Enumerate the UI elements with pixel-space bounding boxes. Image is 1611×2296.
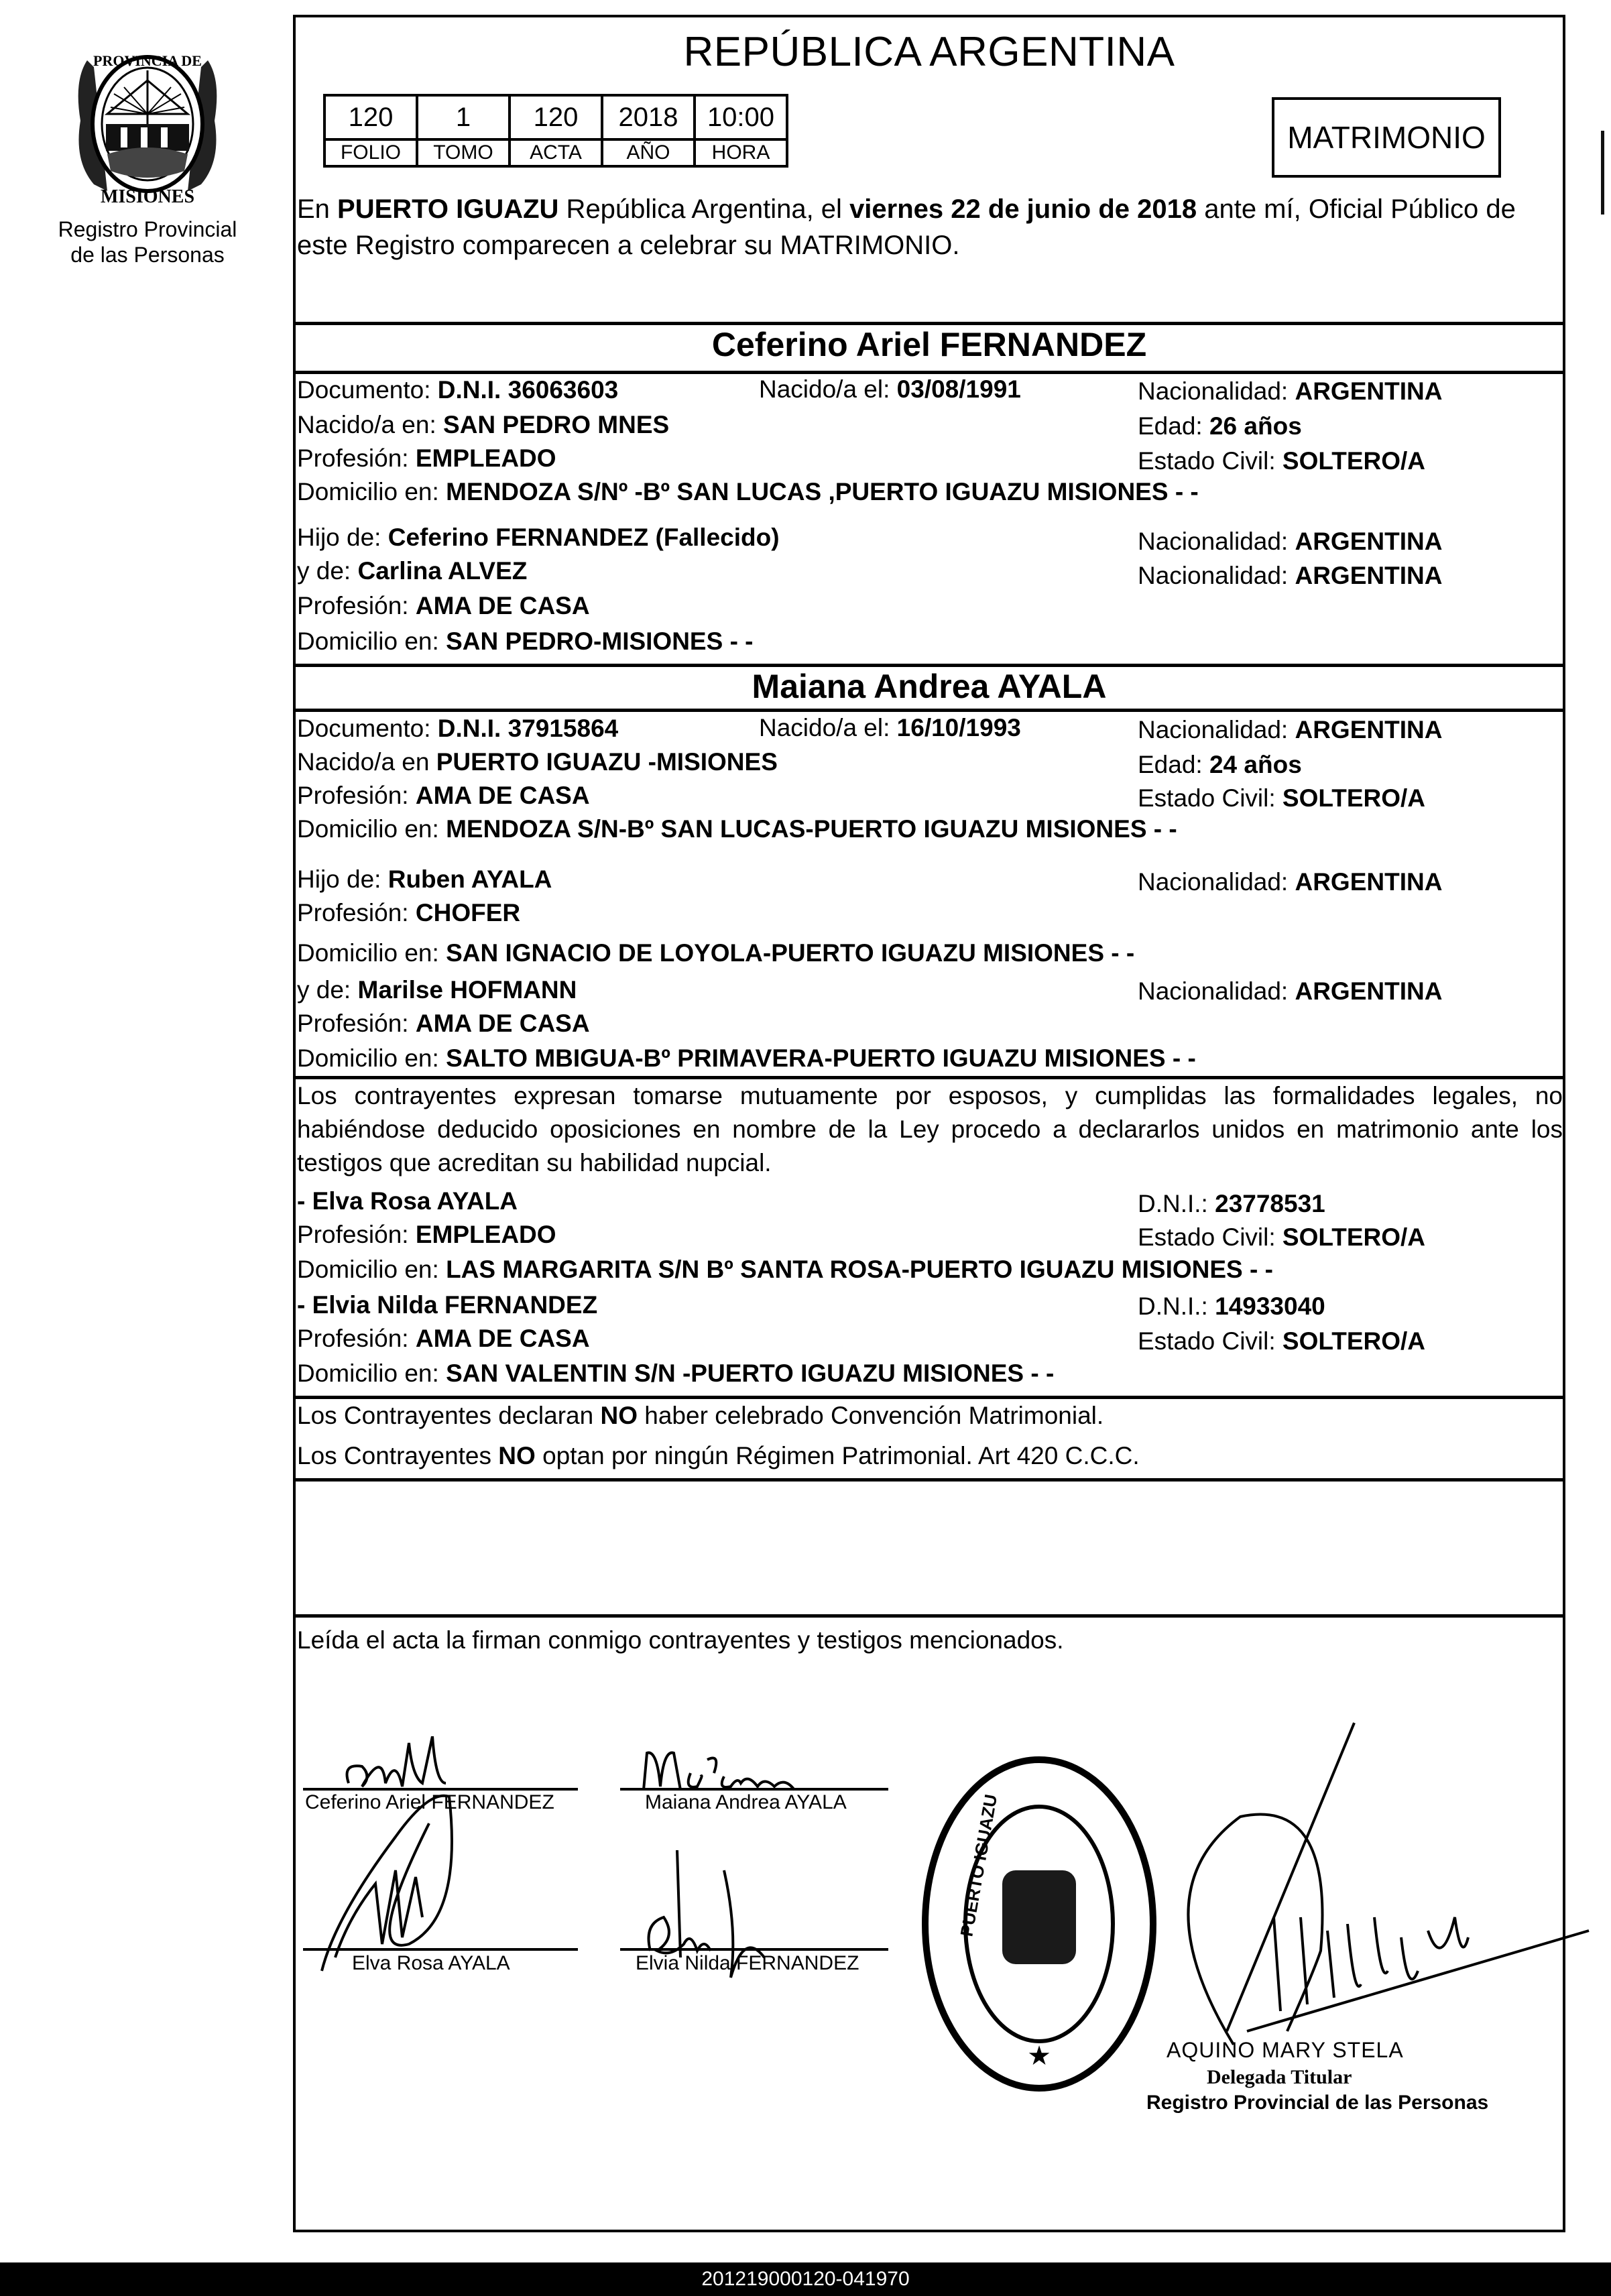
signature-label-spouse1: Ceferino Ariel FERNANDEZ: [305, 1791, 554, 1813]
spouse1-address: Domicilio en: MENDOZA S/Nº -Bº SAN LUCAS ,PUERTO IGUAZU MISIONES - -: [297, 478, 1199, 505]
spouse2-civil-status: Estado Civil: SOLTERO/A: [1138, 784, 1426, 812]
spouse1-birthdate: Nacido/a el: 03/08/1991: [759, 375, 1021, 403]
svg-text:★: ★: [1027, 2041, 1051, 2071]
svg-text:PUERTO IGUAZU: PUERTO IGUAZU: [956, 1793, 1002, 1939]
divider: [293, 1614, 1565, 1618]
signature-scribble-icon: [640, 1746, 868, 1793]
intro-date: viernes 22 de junio de 2018: [849, 194, 1197, 224]
registry-logo: [40, 40, 255, 267]
anio-label: AÑO: [602, 139, 695, 166]
witness1-address: Domicilio en: LAS MARGARITA S/N Bº SANTA ROSA-PUERTO IGUAZU MISIONES - -: [297, 1256, 1273, 1283]
spouse1-documento: Documento: D.N.I. 36063603: [297, 376, 619, 404]
convention-line2: Los Contrayentes NO optan por ningún Régimen Patrimonial. Art 420 C.C.C.: [297, 1442, 1140, 1469]
witness2-address: Domicilio en: SAN VALENTIN S/N -PUERTO IGUAZU MISIONES - -: [297, 1360, 1055, 1387]
spouse1-parents-address: Domicilio en: SAN PEDRO-MISIONES - -: [297, 627, 754, 655]
anio-value: 2018: [602, 95, 695, 139]
spouse2-mother-address: Domicilio en: SALTO MBIGUA-Bº PRIMAVERA-PUERTO IGUAZU MISIONES - -: [297, 1044, 1196, 1072]
divider: [293, 709, 1565, 712]
divider: [293, 371, 1565, 374]
scan-edge-mark: [1601, 131, 1604, 215]
notes-area: [293, 1482, 1565, 1616]
signature-label-witness2: Elvia Nilda FERNANDEZ: [636, 1952, 859, 1974]
spouse1-parents-profession: Profesión: AMA DE CASA: [297, 592, 590, 619]
spouse1-civil-status: Estado Civil: SOLTERO/A: [1138, 447, 1426, 475]
convention-line1: Los Contrayentes declaran NO haber celebrado Convención Matrimonial.: [297, 1402, 1104, 1429]
document-code-footer: 201219000120-041970: [0, 2262, 1611, 2296]
witness2-civil-status: Estado Civil: SOLTERO/A: [1138, 1327, 1426, 1355]
officer-organization: Registro Provincial de las Personas: [1146, 2092, 1489, 2114]
spouse2-father-address: Domicilio en: SAN IGNACIO DE LOYOLA-PUERTO IGUAZU MISIONES - -: [297, 939, 1135, 967]
spouse1-father-nationality: Nacionalidad: ARGENTINA: [1138, 528, 1443, 555]
spouse1-mother-nationality: Nacionalidad: ARGENTINA: [1138, 562, 1443, 589]
signature-line: [303, 1948, 578, 1951]
witness1-dni: D.N.I.: 23778531: [1138, 1190, 1325, 1217]
svg-text:MISIONES: MISIONES: [100, 186, 195, 207]
officer-name: AQUINO MARY STELA: [1167, 2038, 1404, 2062]
witness2-dni: D.N.I.: 14933040: [1138, 1292, 1325, 1320]
closing-statement: Leída el acta la firman conmigo contrayentes y testigos mencionados.: [297, 1626, 1064, 1654]
witness1-civil-status: Estado Civil: SOLTERO/A: [1138, 1223, 1426, 1251]
registry-data-table: [323, 94, 788, 168]
spouse2-age: Edad: 24 años: [1138, 751, 1302, 778]
signature-scribble-icon: [1153, 1716, 1596, 2051]
tomo-label: TOMO: [417, 139, 510, 166]
logo-caption-line2: de las Personas: [70, 243, 225, 267]
acta-value: 120: [510, 95, 602, 139]
spouse1-nationality: Nacionalidad: ARGENTINA: [1138, 377, 1443, 405]
spouse2-mother-profession: Profesión: AMA DE CASA: [297, 1010, 590, 1037]
svg-text:PROVINCIA DE: PROVINCIA DE: [93, 52, 202, 69]
spouse2-mother-nationality: Nacionalidad: ARGENTINA: [1138, 977, 1443, 1005]
hora-label: HORA: [695, 139, 787, 166]
spouse2-father: Hijo de: Ruben AYALA: [297, 865, 552, 893]
signature-label-witness1: Elva Rosa AYALA: [352, 1952, 510, 1974]
spouse2-birthdate: Nacido/a el: 16/10/1993: [759, 714, 1021, 741]
spouse1-name: Ceferino Ariel FERNANDEZ: [711, 326, 1147, 363]
spouse2-mother: y de: Marilse HOFMANN: [297, 976, 577, 1004]
officer-title: Delegada Titular: [1207, 2066, 1352, 2088]
witness2-profession: Profesión: AMA DE CASA: [297, 1325, 590, 1352]
acta-label: ACTA: [510, 139, 602, 166]
spouse2-nationality: Nacionalidad: ARGENTINA: [1138, 716, 1443, 743]
spouse2-birthplace: Nacido/a en PUERTO IGUAZU -MISIONES: [297, 748, 778, 776]
document-type-box: MATRIMONIO: [1272, 97, 1501, 178]
intro-paragraph: En PUERTO IGUAZU República Argentina, el viernes 22 de junio de 2018 ante mí, Oficial Público de este Registro comparecen a celebrar su MATRIMONIO.: [297, 194, 1516, 260]
divider: [293, 1396, 1565, 1399]
tomo-value: 1: [417, 95, 510, 139]
spouse2-father-nationality: Nacionalidad: ARGENTINA: [1138, 868, 1443, 896]
spouse2-documento: Documento: D.N.I. 37915864: [297, 715, 619, 742]
spouse1-birthplace: Nacido/a en: SAN PEDRO MNES: [297, 411, 670, 438]
spouse1-mother: y de: Carlina ALVEZ: [297, 557, 528, 585]
folio-value: 120: [324, 95, 417, 139]
witness1-profession: Profesión: EMPLEADO: [297, 1221, 556, 1248]
spouse1-father: Hijo de: Ceferino FERNANDEZ (Fallecido): [297, 524, 780, 551]
signature-line: [620, 1788, 888, 1791]
folio-label: FOLIO: [324, 139, 417, 166]
hora-value: 10:00: [695, 95, 787, 139]
signature-line: [620, 1948, 888, 1951]
spouse2-name: Maiana Andrea AYALA: [752, 668, 1107, 705]
official-stamp-icon: [918, 1750, 1160, 2098]
misiones-coat-of-arms-icon: [60, 40, 235, 208]
spouse1-profession: Profesión: EMPLEADO: [297, 444, 556, 472]
document-title: REPÚBLICA ARGENTINA: [683, 29, 1175, 75]
spouse2-address: Domicilio en: MENDOZA S/N-Bº SAN LUCAS-PUERTO IGUAZU MISIONES - -: [297, 815, 1177, 843]
signature-label-spouse2: Maiana Andrea AYALA: [645, 1791, 847, 1813]
logo-caption-line1: Registro Provincial: [58, 217, 237, 241]
witness1-name: - Elva Rosa AYALA: [297, 1187, 518, 1215]
declaration-paragraph: Los contrayentes expresan tomarse mutuamente por esposos, y cumplidas las formalidades legales, no habiéndose deducido oposiciones en nombre de la Ley procedo a declararlos unidos en matrimonio ante los testigos que acreditan su habilidad nupcial.: [297, 1082, 1563, 1176]
witness2-name: - Elvia Nilda FERNANDEZ: [297, 1291, 598, 1319]
spouse1-age: Edad: 26 años: [1138, 412, 1302, 440]
intro-city: PUERTO IGUAZU: [337, 194, 559, 224]
spouse2-profession: Profesión: AMA DE CASA: [297, 782, 590, 809]
spouse2-father-profession: Profesión: CHOFER: [297, 899, 521, 926]
